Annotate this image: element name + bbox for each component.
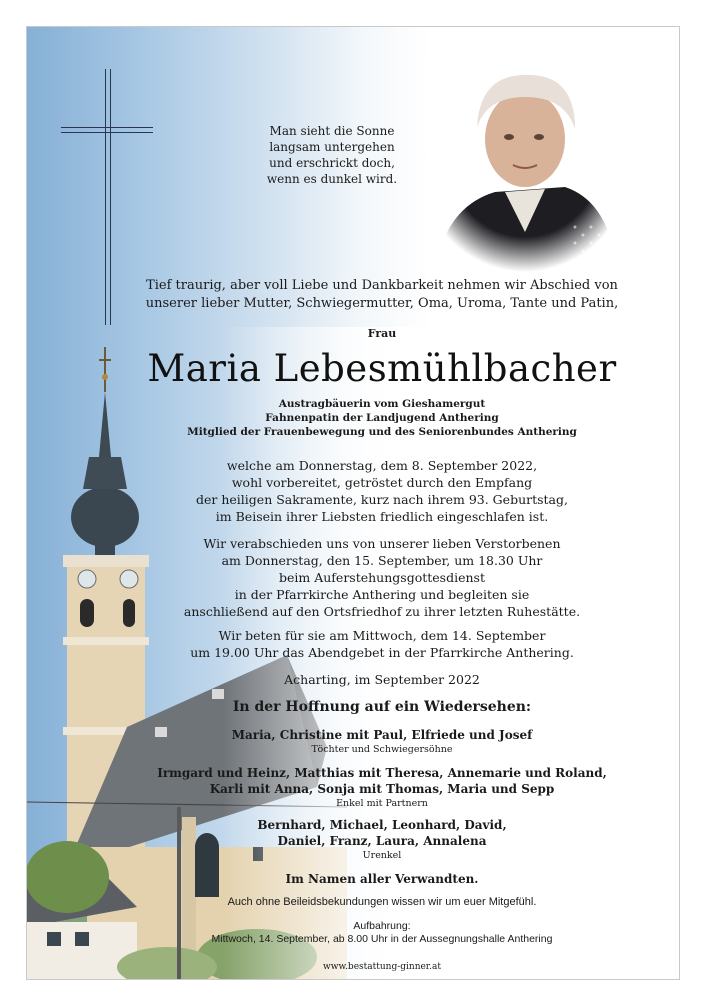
mourner-names: Daniel, Franz, Laura, Annalena xyxy=(277,834,487,848)
relation-label: Enkel mit Partnern xyxy=(336,798,428,809)
all-relatives: Im Namen aller Verwandten. xyxy=(285,872,479,886)
mourner-names: Maria, Christine mit Paul, Elfriede und Josef xyxy=(231,728,533,742)
mourners-group xyxy=(87,817,677,862)
laying-out-info xyxy=(87,920,677,946)
quote-line: Man sieht die Sonne xyxy=(269,124,395,138)
text-line: in der Pfarrkirche Anthering und begleiten sie xyxy=(234,587,530,602)
text-line: Wir beten für sie am Mittwoch, dem 14. September xyxy=(218,628,546,643)
text-line: wohl vorbereitet, getröstet durch den Empfang xyxy=(231,475,533,490)
funeral-info xyxy=(87,535,677,620)
hope-heading: In der Hoffnung auf ein Wiedersehen: xyxy=(232,699,532,715)
quote xyxy=(237,123,427,187)
text-line: anschließend auf den Ortsfriedhof zu ihrer letzten Ruhestätte. xyxy=(183,604,581,619)
portrait-photo xyxy=(425,57,625,272)
mourners-group xyxy=(87,727,677,756)
salutation: Frau xyxy=(367,327,397,340)
relation-label: Töchter und Schwiegersöhne xyxy=(311,744,453,755)
text-line: Aufbahrung: xyxy=(353,920,411,932)
text-line: um 19.00 Uhr das Abendgebet in der Pfarrkirche Anthering. xyxy=(190,645,574,660)
text-line: welche am Donnerstag, dem 8. September 2022, xyxy=(226,458,538,473)
quote-line: langsam untergehen xyxy=(269,140,395,154)
honor-line: Austragbäuerin vom Gieshamergut xyxy=(278,398,486,410)
quote-line: wenn es dunkel wird. xyxy=(266,172,398,186)
website-link[interactable]: www.bestattung-ginner.at xyxy=(323,962,441,972)
place-date: Acharting, im September 2022 xyxy=(284,672,480,687)
mourner-names: Bernhard, Michael, Leonhard, David, xyxy=(257,818,507,832)
intro-line: Tief traurig, aber voll Liebe und Dankbarkeit nehmen wir Abschied von xyxy=(146,278,618,293)
deceased-name: Maria Lebesmühlbacher xyxy=(147,347,617,390)
prayer-info xyxy=(87,627,677,661)
intro-text xyxy=(87,277,677,313)
text-line: am Donnerstag, den 15. September, um 18.30 Uhr xyxy=(221,553,543,568)
text-line: Mittwoch, 14. September, ab 8.00 Uhr in der Aussegnungshalle Anthering xyxy=(211,933,553,945)
no-condolences-note: Auch ohne Beileidsbekundungen wissen wir um euer Mitgefühl. xyxy=(227,896,537,908)
text-line: Wir verabschieden uns von unserer lieben Verstorbenen xyxy=(203,536,561,551)
text-line: im Beisein ihrer Liebsten friedlich eingeschlafen ist. xyxy=(215,509,549,524)
text-line: der heiligen Sakramente, kurz nach ihrem 93. Geburtstag, xyxy=(196,492,568,507)
quote-line: und erschrickt doch, xyxy=(269,156,395,170)
mourners-group xyxy=(87,765,677,810)
honor-line: Fahnenpatin der Landjugend Anthering xyxy=(265,412,499,424)
obituary-card xyxy=(26,26,680,980)
relation-label: Urenkel xyxy=(362,850,402,861)
text-line: beim Auferstehungsgottesdienst xyxy=(279,570,485,585)
intro-line: unserer lieber Mutter, Schwiegermutter, Oma, Uroma, Tante und Patin, xyxy=(145,296,619,311)
mourner-names: Irmgard und Heinz, Matthias mit Theresa, Annemarie und Roland, xyxy=(157,766,607,780)
death-notice xyxy=(87,457,677,525)
mourner-names: Karli mit Anna, Sonja mit Thomas, Maria und Sepp xyxy=(209,782,555,796)
honor-line: Mitglied der Frauenbewegung und des Seniorenbundes Anthering xyxy=(187,426,577,438)
honors-list xyxy=(87,397,677,439)
